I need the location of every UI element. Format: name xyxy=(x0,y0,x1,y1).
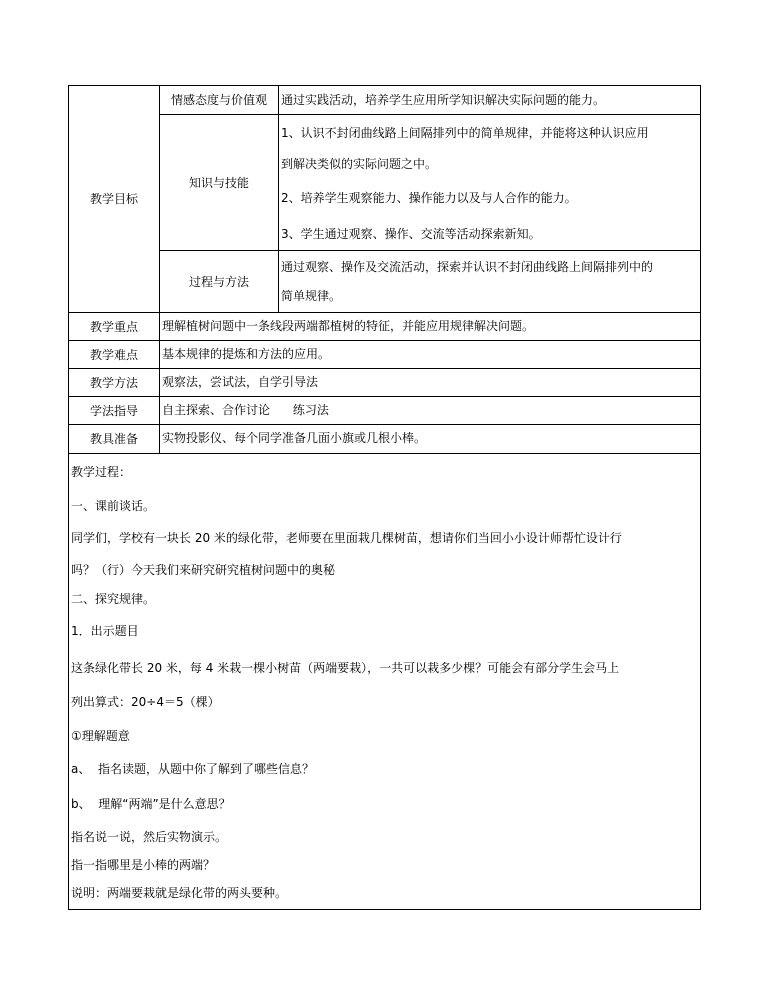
process-paragraph: 列出算式：20÷4＝5（棵） xyxy=(71,695,220,709)
row-divider xyxy=(69,424,701,425)
row-divider xyxy=(69,312,701,313)
attitude-label: 情感态度与价值观 xyxy=(170,93,267,107)
col-divider-2 xyxy=(278,86,279,312)
process-paragraph: 这条绿化带长 20 米，每 4 米栽一棵小树苗（两端要栽），一共可以栽多少棵？可能会有部分学生会马上 xyxy=(71,661,620,675)
lesson-plan-document xyxy=(68,85,701,910)
process-item: b、 理解“两端”是什么意思？ xyxy=(71,797,231,811)
process-paragraph: 同学们，学校有一块长 20 米的绿化带，老师要在里面栽几棵树苗，想请你们当回小小设计师帮忙设计行 xyxy=(71,531,622,545)
knowledge-label: 知识与技能 xyxy=(188,175,249,190)
goals-label: 教学目标 xyxy=(89,192,138,206)
difficulty-text: 基本规律的提炼和方法的应用。 xyxy=(162,347,331,361)
process-method-line: 简单规律。 xyxy=(281,289,342,303)
attitude-text: 通过实践活动，培养学生应用所学知识解决实际问题的能力。 xyxy=(281,93,606,107)
method-text: 观察法，尝试法，自学引导法 xyxy=(162,375,319,389)
row-divider xyxy=(69,453,701,454)
knowledge-line: 2、培养学生观察能力、操作能力以及与人合作的能力。 xyxy=(281,191,577,205)
row-divider xyxy=(69,368,701,369)
materials-text: 实物投影仪、每个同学准备几面小旗或几根小棒。 xyxy=(162,431,427,445)
method-label: 教学方法 xyxy=(89,375,138,390)
process-paragraph: 指名说一说，然后实物演示。 xyxy=(71,830,228,844)
difficulty-label: 教学难点 xyxy=(89,347,138,362)
focus-text: 理解植树问题中一条线段两端都植树的特征，并能应用规律解决问题。 xyxy=(162,319,535,333)
row-divider xyxy=(69,396,701,397)
process-paragraph: 说明：两端要栽就是绿化带的两头要种。 xyxy=(71,886,288,900)
process-paragraph: 吗？（行）今天我们来研究研究植树问题中的奥秘 xyxy=(71,563,336,577)
process-item: a、 指名读题，从题中你了解到了哪些信息？ xyxy=(71,762,314,776)
process-heading: 二、探究规律。 xyxy=(71,592,156,606)
process-title: 教学过程： xyxy=(71,465,132,479)
process-subheading: 1．出示题目 xyxy=(71,624,139,638)
process-subheading: ①理解题意 xyxy=(71,729,130,743)
row-divider xyxy=(69,340,701,341)
process-paragraph: 指一指哪里是小棒的两端？ xyxy=(71,858,216,872)
materials-label: 教具准备 xyxy=(89,432,138,446)
focus-label: 教学重点 xyxy=(89,319,138,334)
process-heading: 一、课前谈话。 xyxy=(71,499,156,513)
knowledge-line: 3、学生通过观察、操作、交流等活动探索新知。 xyxy=(281,227,541,241)
knowledge-line: 到解决类似的实际问题之中。 xyxy=(281,157,438,171)
process-method-line: 通过观察、操作及交流活动，探索并认识不封闭曲线路上间隔排列中的 xyxy=(281,260,654,274)
study-guide-label: 学法指导 xyxy=(89,403,138,418)
knowledge-line: 1、认识不封闭曲线路上间隔排列中的简单规律，并能将这种认识应用 xyxy=(281,126,649,140)
process-method-label: 过程与方法 xyxy=(188,274,249,289)
study-guide-text: 自主探索、合作讨论 练习法 xyxy=(162,403,329,417)
